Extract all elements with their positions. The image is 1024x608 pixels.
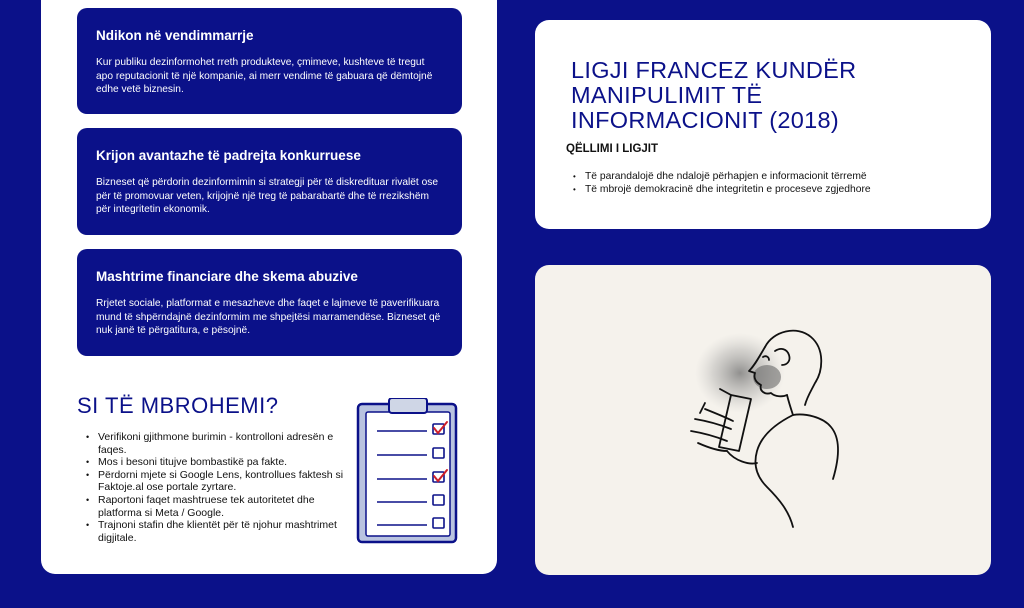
protect-section-title: SI TË MBROHEMI? — [77, 393, 279, 418]
illustration-card — [535, 265, 991, 575]
list-item: • Raportoni faqet mashtruese tek autoritetet dhe platforma si Meta / Google. — [86, 494, 351, 519]
law-title: LIGJI FRANCEZ KUNDËR MANIPULIMIT TË INFORMACIONIT (2018) — [571, 57, 857, 133]
card-text: Rrjetet sociale, platformat e mesazheve dhe faqet e lajmeve të paverifikuara mund të shpërndajnë dezinformim me shpejtësi marramendëse. Bizneset që nuk janë të përgatitura, e pësojnë. — [96, 298, 441, 337]
protect-tips-list — [86, 431, 351, 544]
info-card-unfair-advantage — [77, 128, 462, 235]
law-subtitle: QËLLIMI I LIGJIT — [566, 143, 658, 155]
info-card-financial-fraud — [77, 249, 462, 356]
left-panel — [41, 0, 497, 574]
card-title: Krijon avantazhe të padrejta konkurruese — [96, 148, 361, 163]
list-item: • Të parandalojë dhe ndalojë përhapjen e informacionit tërremë — [573, 171, 871, 184]
info-card-decision-making — [77, 8, 462, 114]
card-text: Kur publiku dezinformohet rreth produkteve, çmimeve, kushteve të tregut apo reputacionit të një kompanie, ai merr vendime të gabuara që dëmtojnë edhe vetë biznesin. — [96, 57, 433, 96]
list-item: • Përdorni mjete si Google Lens, kontrollues faktesh si Faktoje.al ose portale zyrtare. — [86, 469, 351, 494]
clipboard-checklist-icon — [355, 398, 461, 546]
person-reading-phone-illustration — [535, 265, 991, 575]
card-title: Ndikon në vendimmarrje — [96, 28, 254, 43]
card-text: Bizneset që përdorin dezinformimin si strategji për të diskredituar rivalët ose për të promovuar veten, krijojnë një treg të pabarabartë dhe të rrezikshëm për integritetin ekonomik. — [96, 177, 439, 216]
list-item: • Të mbrojë demokracinë dhe integritetin e proceseve zgjedhore — [573, 184, 871, 197]
law-goals-list — [573, 171, 871, 197]
list-item: • Trajnoni stafin dhe klientët për të njohur mashtrimet digjitale. — [86, 519, 351, 544]
law-card — [535, 20, 991, 229]
list-item: • Verifikoni gjithmone burimin - kontrolloni adresën e faqes. — [86, 431, 351, 456]
card-title: Mashtrime financiare dhe skema abuzive — [96, 269, 358, 284]
list-item: • Mos i besoni titujve bombastikë pa fakte. — [86, 456, 351, 469]
